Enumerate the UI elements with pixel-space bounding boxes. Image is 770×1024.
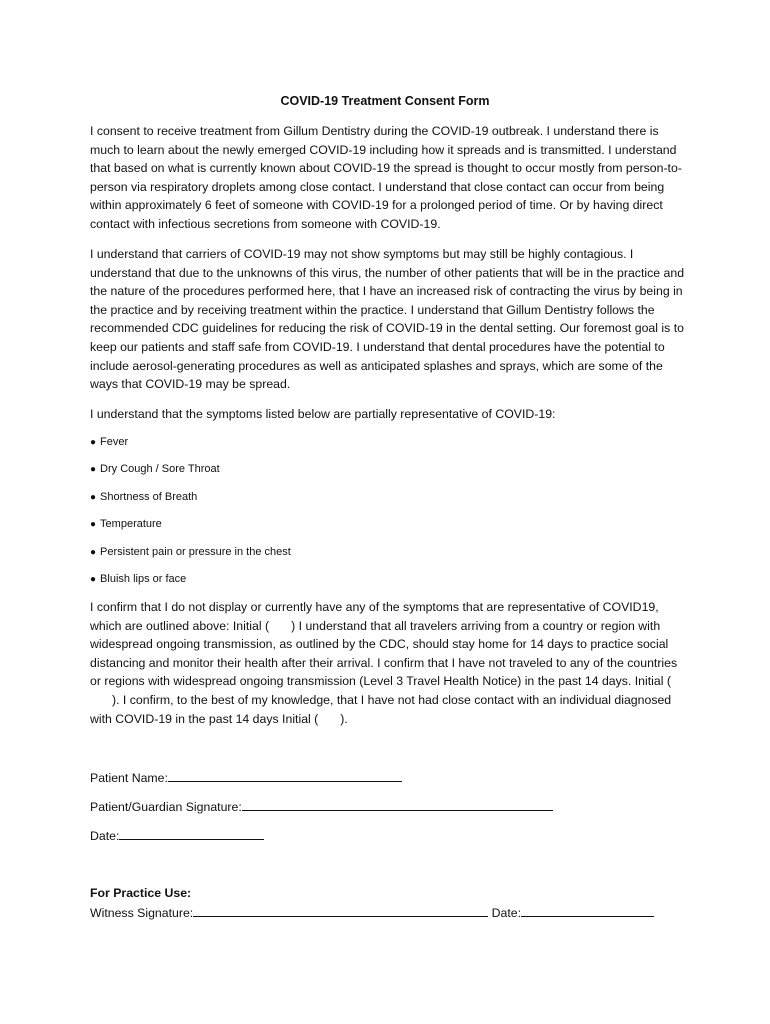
symptom-item: ● Bluish lips or face bbox=[90, 570, 291, 597]
witness-signature-label: Witness Signature: bbox=[90, 906, 194, 920]
consent-paragraph-1: I consent to receive treatment from Gillum Dentistry during the COVID-19 outbreak. I understand there is much to learn about the newly emerged COVID-19 including how it spreads and is transmitted. I understand that based on what is currently known about COVID-19 the spread is thought to occur mostly from person-to-person via respiratory droplets among close contact. I understand that close contact can occur from being within approximately 6 feet of someone with COVID-19 for a prolonged period of time. Or by having direct contact with infectious secretions from someone with COVID-19. bbox=[90, 124, 682, 231]
confirmation-paragraph bbox=[90, 598, 685, 728]
date-row bbox=[90, 827, 264, 845]
symptoms-list bbox=[90, 433, 291, 597]
patient-name-row bbox=[90, 769, 402, 787]
practice-use-heading: For Practice Use: bbox=[90, 886, 192, 900]
consent-paragraph-2: I understand that carriers of COVID-19 may not show symptoms but may still be highly contagious. I understand that due to the unknowns of this virus, the number of other patients that will be in the practice and the nature of the procedures performed here, that I have an increased risk of contracting the virus by being in the practice and by receiving treatment within the practice. I understand that Gillum Dentistry follows the recommended CDC guidelines for reducing the risk of COVID-19 in the dental setting. Our foremost goal is to keep our patients and staff safe from COVID-19. I understand that dental procedures have the potential to include aerosol-generating procedures as well as anticipated splashes and sprays, which are some of the ways that COVID-19 may be spread. bbox=[90, 247, 685, 392]
symptom-item: ● Dry Cough / Sore Throat bbox=[90, 460, 291, 487]
date-label: Date: bbox=[90, 829, 120, 843]
patient-name-line[interactable] bbox=[168, 769, 402, 782]
signature-line[interactable] bbox=[242, 798, 553, 811]
confirmation-text-3: ). I confirm, to the best of my knowledge, that I have not had close contact with an individual diagnosed with COVID-19 in the past 14 days Initial ( bbox=[90, 692, 672, 726]
symptom-item: ● Persistent pain or pressure in the chest bbox=[90, 543, 291, 570]
witness-date-label: Date: bbox=[491, 906, 522, 920]
date-line[interactable] bbox=[119, 827, 264, 840]
symptom-item: ● Fever bbox=[90, 433, 291, 460]
witness-signature-line[interactable] bbox=[193, 904, 488, 917]
confirmation-text-4: ). bbox=[340, 711, 348, 726]
confirmation-text-2: ) I understand that all travelers arriving from a country or region with widespread ongoing transmission, as outlined by the CDC, should stay home for 14 days to practice social distancing and monitor their health after their arrival. I confirm that I have not traveled to any of the countries or regions with widespread ongoing transmission (Level 3 Travel Health Notice) in the past 14 days. Initial ( bbox=[90, 618, 678, 689]
symptom-item: ● Temperature bbox=[90, 515, 291, 542]
confirmation-text-1: I confirm that I do not display or currently have any of the symptoms that are representative of COVID19, which are outlined above: Initial ( bbox=[90, 600, 659, 633]
witness-date-line[interactable] bbox=[521, 904, 654, 917]
signature-label: Patient/Guardian Signature: bbox=[90, 800, 242, 814]
witness-row bbox=[90, 904, 654, 922]
signature-row bbox=[90, 798, 553, 816]
patient-name-label: Patient Name: bbox=[90, 771, 168, 785]
symptom-item: ● Shortness of Breath bbox=[90, 488, 291, 515]
symptoms-intro: I understand that the symptoms listed below are partially representative of COVID-19: bbox=[90, 407, 556, 421]
form-title: COVID-19 Treatment Consent Form bbox=[280, 94, 490, 108]
